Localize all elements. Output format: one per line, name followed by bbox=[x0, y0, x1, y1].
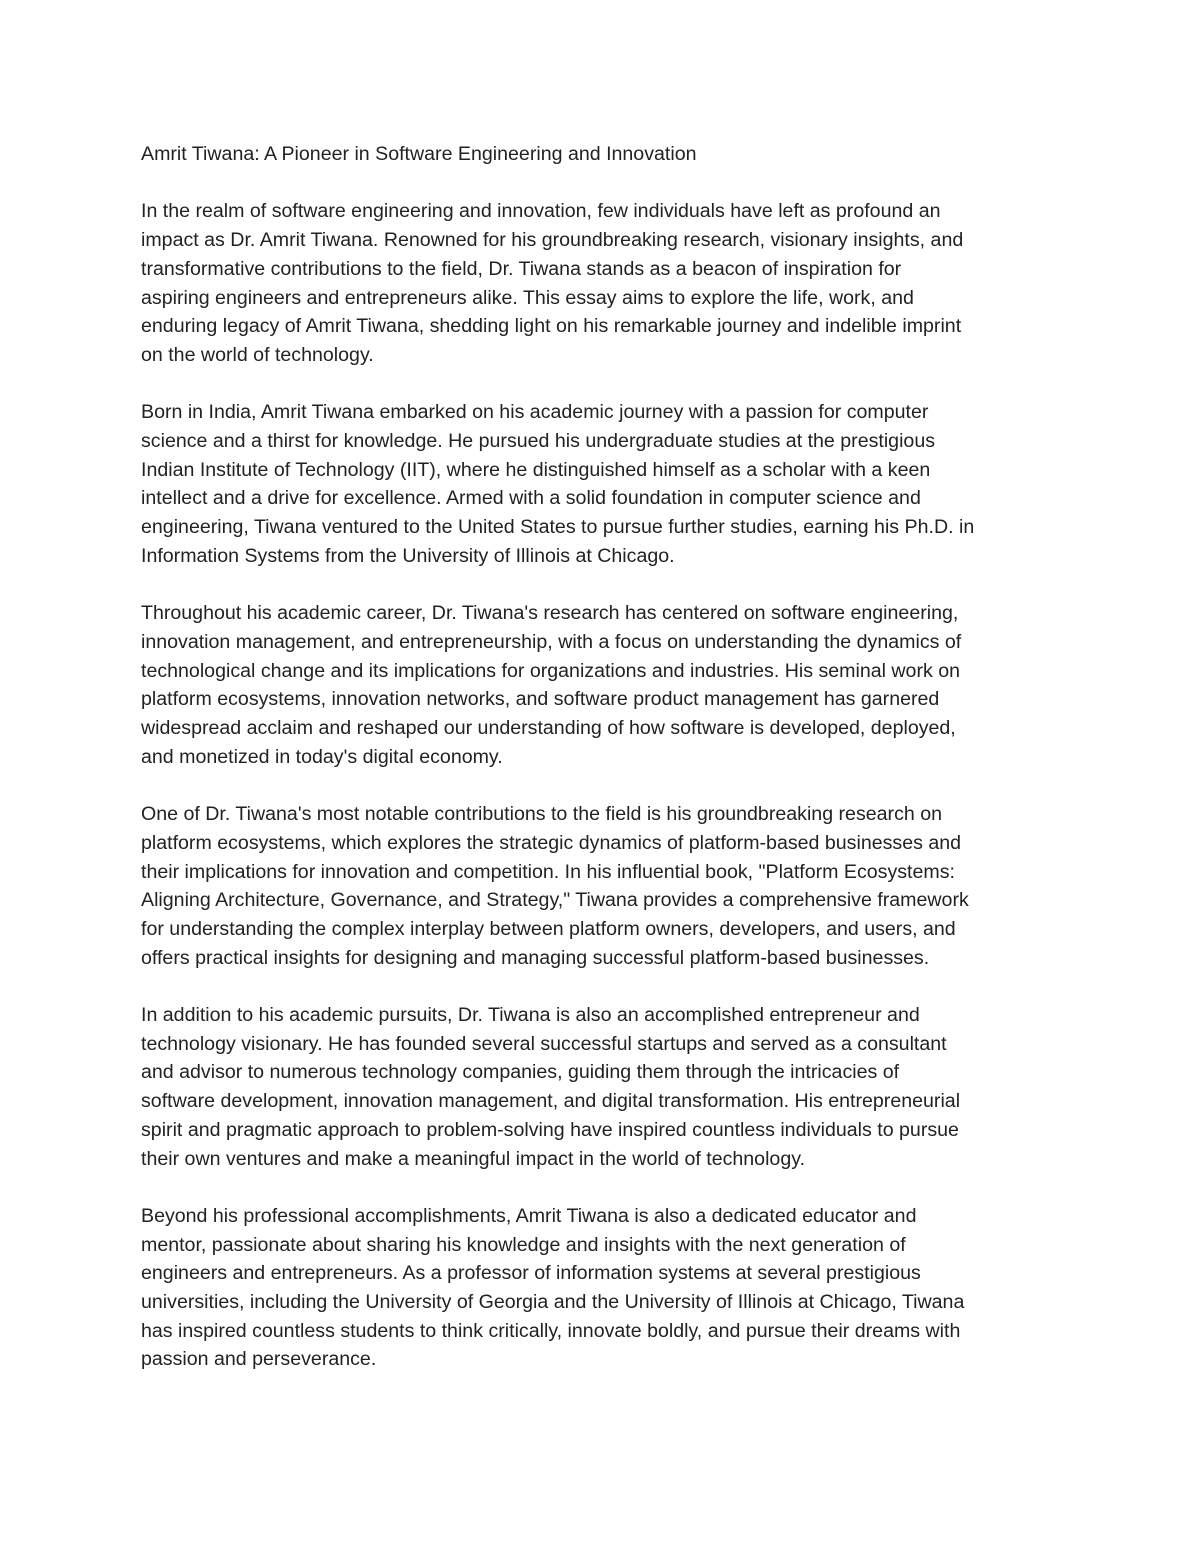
paragraph-line: their implications for innovation and competition. In his influential book, "Platform Ecosystems: bbox=[141, 860, 955, 883]
paragraph-line: enduring legacy of Amrit Tiwana, shedding light on his remarkable journey and indelible imprint bbox=[141, 315, 962, 338]
paragraph-line: technological change and its implications for organizations and industries. His seminal work on bbox=[141, 659, 961, 682]
paragraph-line: and monetized in today's digital economy. bbox=[141, 745, 503, 768]
paragraph-line: Aligning Architecture, Governance, and Strategy," Tiwana provides a comprehensive framework bbox=[141, 889, 969, 912]
paragraph-line: platform ecosystems, which explores the strategic dynamics of platform-based businesses and bbox=[141, 831, 962, 854]
paragraph-line: In addition to his academic pursuits, Dr. Tiwana is also an accomplished entrepreneur and bbox=[141, 1004, 920, 1027]
paragraph-intro bbox=[141, 197, 1071, 369]
paragraph-line: for understanding the complex interplay between platform owners, developers, and users, and bbox=[141, 917, 956, 940]
paragraph-line: engineering, Tiwana ventured to the United States to pursue further studies, earning his Ph.D. in bbox=[141, 516, 975, 539]
paragraph-line: aspiring engineers and entrepreneurs alike. This essay aims to explore the life, work, and bbox=[141, 286, 914, 309]
paragraph-research bbox=[141, 599, 1071, 771]
paragraph-line: and advisor to numerous technology companies, guiding them through the intricacies of bbox=[141, 1061, 900, 1084]
paragraph-line: Information Systems from the University of Illinois at Chicago. bbox=[141, 544, 675, 567]
paragraph-line: offers practical insights for designing and managing successful platform-based businesses. bbox=[141, 946, 930, 969]
paragraph-line: platform ecosystems, innovation networks, and software product management has garnered bbox=[141, 688, 940, 711]
paragraph-early-life bbox=[141, 398, 1071, 570]
paragraph-line: passion and perseverance. bbox=[141, 1348, 377, 1371]
paragraph-line: spirit and pragmatic approach to problem-solving have inspired countless individuals to pursue bbox=[141, 1118, 959, 1141]
document-body bbox=[141, 140, 1071, 1403]
paragraph-line: universities, including the University of Georgia and the University of Illinois at Chicago, Tiwana bbox=[141, 1291, 965, 1314]
paragraph-line: mentor, passionate about sharing his knowledge and insights with the next generation of bbox=[141, 1233, 906, 1256]
document-title: Amrit Tiwana: A Pioneer in Software Engineering and Innovation bbox=[141, 143, 697, 165]
paragraph-line: Indian Institute of Technology (IIT), where he distinguished himself as a scholar with a keen bbox=[141, 458, 931, 481]
paragraph-line: on the world of technology. bbox=[141, 343, 374, 366]
paragraph-line: widespread acclaim and reshaped our understanding of how software is developed, deployed, bbox=[141, 717, 956, 740]
paragraph-line: One of Dr. Tiwana's most notable contributions to the field is his groundbreaking research on bbox=[141, 803, 942, 826]
paragraph-line: In the realm of software engineering and innovation, few individuals have left as profound an bbox=[141, 200, 941, 223]
paragraph-platform-ecosystems bbox=[141, 800, 1071, 972]
paragraph-line: Throughout his academic career, Dr. Tiwana's research has centered on software engineering, bbox=[141, 602, 959, 625]
paragraph-line: Beyond his professional accomplishments, Amrit Tiwana is also a dedicated educator and bbox=[141, 1204, 917, 1227]
paragraph-line: science and a thirst for knowledge. He pursued his undergraduate studies at the prestigious bbox=[141, 430, 936, 452]
paragraph-line: has inspired countless students to think critically, innovate boldly, and pursue their dreams with bbox=[141, 1319, 961, 1342]
paragraph-entrepreneurship bbox=[141, 1001, 1071, 1173]
paragraph-line: technology visionary. He has founded several successful startups and served as a consultant bbox=[141, 1032, 947, 1055]
paragraph-line: transformative contributions to the field, Dr. Tiwana stands as a beacon of inspiration for bbox=[141, 257, 902, 280]
paragraph-line: innovation management, and entrepreneurship, with a focus on understanding the dynamics of bbox=[141, 630, 962, 653]
paragraph-line: impact as Dr. Amrit Tiwana. Renowned for his groundbreaking research, visionary insights, and bbox=[141, 229, 964, 252]
paragraph-line: engineers and entrepreneurs. As a professor of information systems at several prestigious bbox=[141, 1262, 921, 1285]
paragraph-educator bbox=[141, 1202, 1071, 1374]
paragraph-line: intellect and a drive for excellence. Armed with a solid foundation in computer science and bbox=[141, 487, 921, 510]
paragraph-line: their own ventures and make a meaningful impact in the world of technology. bbox=[141, 1147, 806, 1170]
paragraph-line: Born in India, Amrit Tiwana embarked on his academic journey with a passion for computer bbox=[141, 401, 929, 424]
paragraph-line: software development, innovation management, and digital transformation. His entrepreneurial bbox=[141, 1090, 961, 1113]
